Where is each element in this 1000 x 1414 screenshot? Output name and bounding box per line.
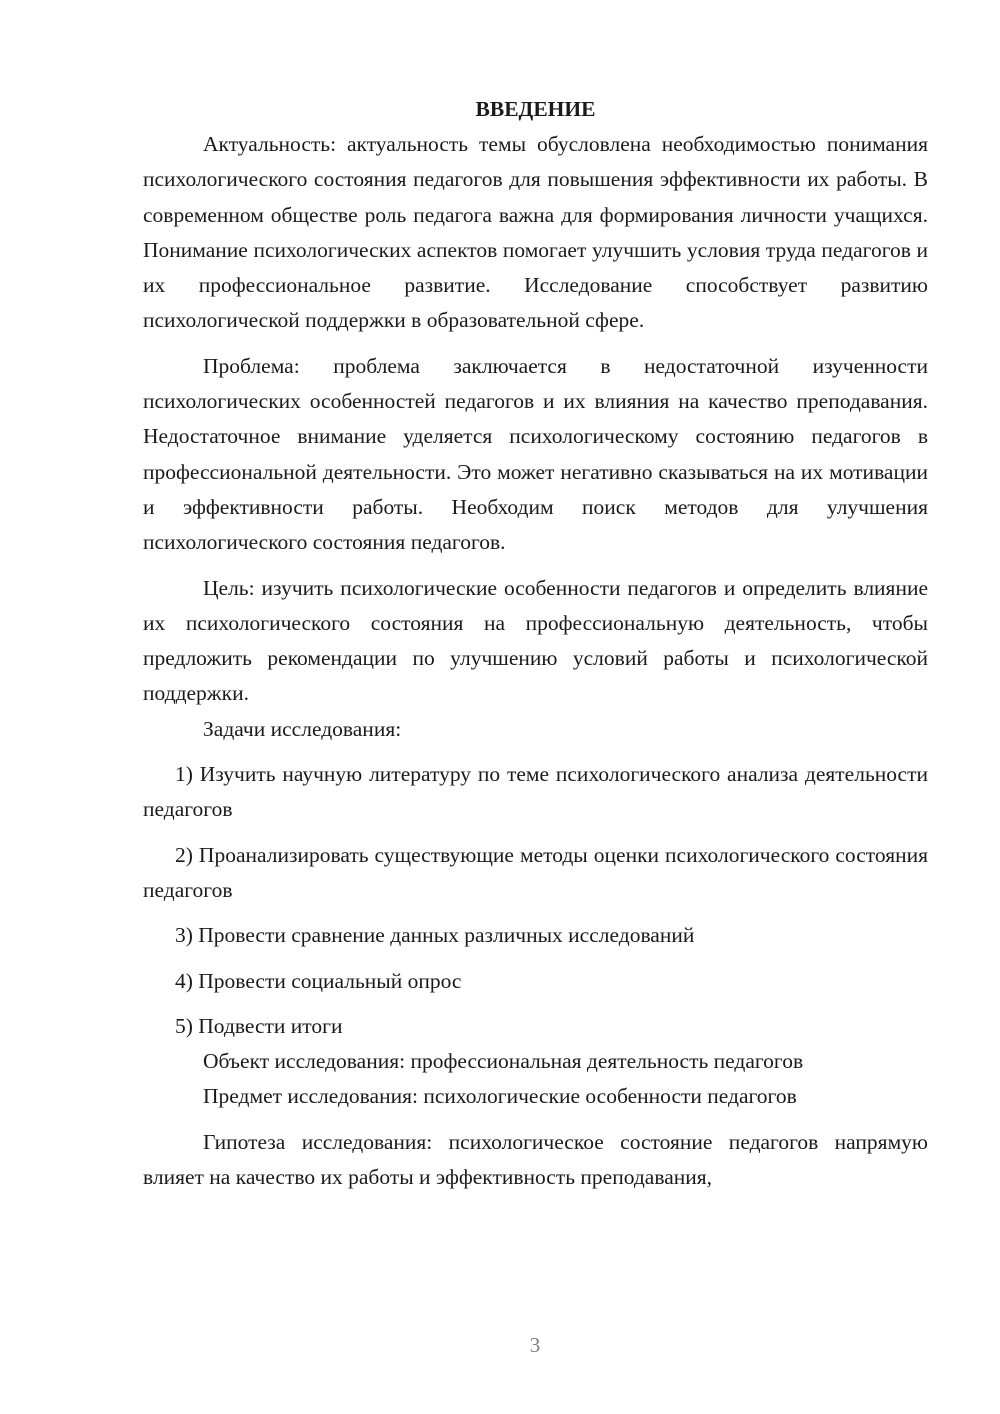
relevance-paragraph: Актуальность: актуальность темы обусловлена необходимостью понимания психологического состояния педагогов для повышения эффективности их работы. В современном обществе роль педагога важна для формирования личности учащихся. Понимание психологических аспектов помогает улучшить условия труда педагогов и их профессиональное развитие. Исследование способствует развитию психологической поддержки в образовательной сфере. [143,132,928,333]
goal-paragraph: Цель: изучить психологические особенности педагогов и определить влияние их психологического состояния на профессиональную деятельность, чтобы предложить рекомендации по улучшению условий работы и психологической поддержки. [143,575,928,706]
hypothesis-paragraph: Гипотеза исследования: психологическое состояние педагогов напрямую влияет на качество их работы и эффективность преподавания, [143,1129,928,1190]
page-number: 3 [529,1333,541,1357]
subject-paragraph: Предмет исследования: психологические особенности педагогов [203,1084,797,1109]
page-title: ВВЕДЕНИЕ [475,97,596,121]
page-content [143,92,928,1195]
task-item: 3) Провести сравнение данных различных исследований [175,923,695,948]
task-item: 5) Подвести итоги [175,1013,343,1038]
problem-paragraph: Проблема: проблема заключается в недостаточной изученности психологических особенностей педагогов и их влияния на качество преподавания. Недостаточное внимание уделяется психологическому состоянию педагогов в профессиональной деятельности. Это может негативно сказываться на их мотивации и эффективности работы. Необходим поиск методов для улучшения психологического состояния педагогов. [143,353,928,555]
tasks-heading: Задачи исследования: [203,716,402,741]
object-paragraph: Объект исследования: профессиональная деятельность педагогов [203,1049,804,1074]
task-item: 4) Провести социальный опрос [175,968,462,993]
task-item: 1) Изучить научную литературу по теме психологического анализа деятельности педагогов [143,762,928,822]
task-item: 2) Проанализировать существующие методы оценки психологического состояния педагогов [143,842,928,902]
